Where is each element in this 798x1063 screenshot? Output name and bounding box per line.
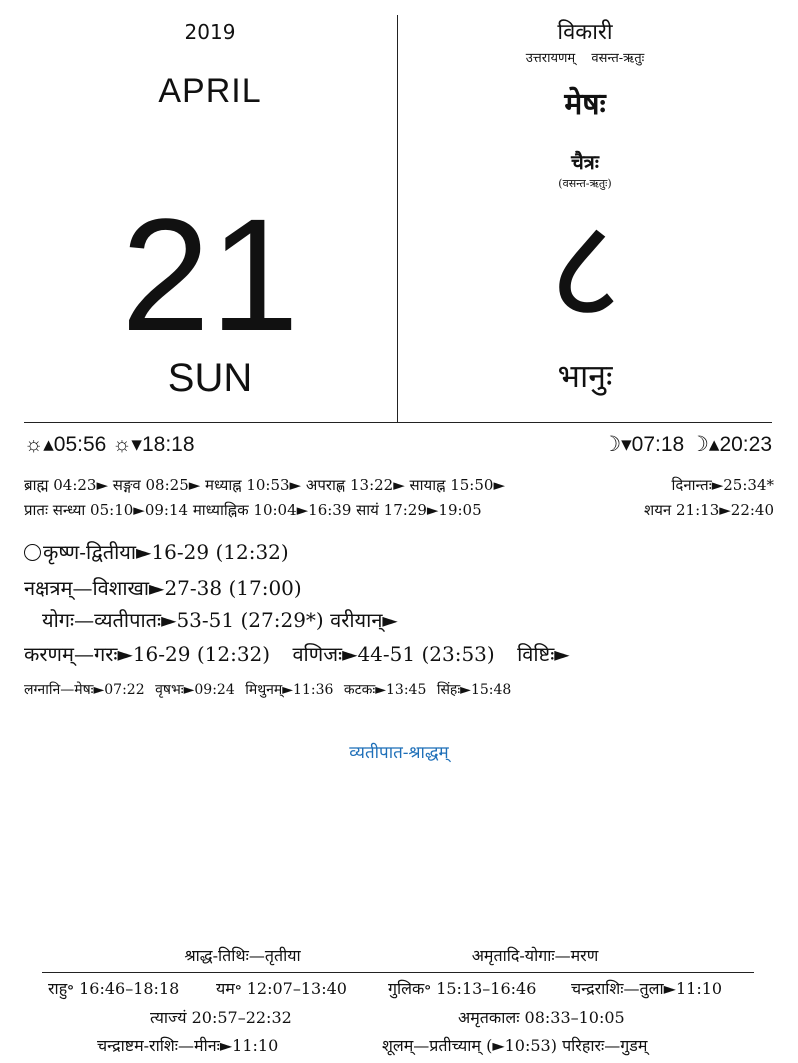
lunar-month-ritu: (वसन्त-ऋतुः) [558, 177, 612, 190]
vasara: भानुः [557, 357, 613, 395]
amrita-kala: अमृतकालः 08:33–10:05 [458, 1008, 625, 1027]
karana-1: करणम्—गरः►16-29 (12:32) [24, 642, 271, 666]
ayana-ritu-line [400, 48, 770, 66]
lagna-5: सिंहः►15:48 [436, 682, 512, 698]
year: 2019 [184, 20, 236, 44]
festival-link[interactable]: व्यतीपात-श्राद्धम् [349, 743, 449, 763]
weekday: SUN [167, 356, 253, 400]
ritu: वसन्त-ऋतुः [591, 51, 645, 66]
lagna-row [24, 680, 517, 699]
dinanta: दिनान्तः►25:34* [671, 476, 774, 494]
ayana: उत्तरायणम् [525, 51, 576, 66]
lagna-3: मिथुनम्►11:36 [245, 682, 334, 698]
amritadi-yoga: अमृतादि-योगाः—मरण [471, 946, 599, 965]
month: APRIL [158, 72, 262, 110]
tithi: कृष्ण-द्वितीया►16-29 (12:32) [43, 540, 289, 564]
lagna-2: वृषभः►09:24 [155, 682, 235, 698]
gulika-kala: गुलिक॰ 15:13–16:46 [388, 979, 537, 998]
moonset: ☽▾07:18 [602, 433, 685, 456]
nakshatra: नक्षत्रम्—विशाखा►27-38 (17:00) [24, 576, 302, 600]
sun-times [24, 432, 195, 457]
karana-3: विष्टिः► [517, 642, 570, 666]
footer-divider [42, 972, 754, 973]
lagna-1: लग्नानि—मेषः►07:22 [24, 682, 145, 698]
yamaganda: यम॰ 12:07–13:40 [216, 979, 347, 998]
indian-day-number: ८ [548, 188, 622, 351]
shraddha-tithi: श्राद्ध-तिथिः—तृतीया [184, 946, 301, 965]
moon-phase-icon [24, 544, 41, 561]
karana-2: वणिजः►44-51 (23:53) [292, 642, 495, 666]
day-number: 21 [121, 185, 299, 364]
vertical-divider [397, 15, 398, 422]
tithi-row [24, 538, 289, 565]
sandhya-times: प्रातः सन्ध्या 05:10►09:14 माध्याह्निक 10:04►16:39 सायं 17:29►19:05 [24, 501, 482, 519]
rahu-kala: राहु॰ 16:46–18:18 [48, 979, 180, 998]
shayana: शयन 21:13►22:40 [644, 501, 774, 519]
karana-row [24, 640, 586, 667]
moonrise: ☽▴20:23 [690, 433, 772, 456]
moon-times [602, 432, 772, 457]
sunset: ☼▾18:18 [112, 433, 195, 456]
solar-rashi: मेषः [564, 87, 606, 122]
lunar-month: चैत्रः [571, 150, 599, 174]
header-divider [24, 422, 772, 423]
chandra-rashi: चन्द्रराशिः—तुला►11:10 [571, 979, 723, 998]
shula-direction: शूलम्—प्रतीच्याम् (►10:53) परिहारः—गुडम् [382, 1036, 648, 1055]
kala-divisions: ब्राह्म 04:23► सङ्गव 08:25► मध्याह्न 10:53► अपराह्ण 13:22► सायाह्न 15:50► [24, 476, 505, 494]
chandrashtama: चन्द्राष्टम-राशिः—मीनः►11:10 [97, 1036, 279, 1055]
samvatsara: विकारी [557, 20, 613, 45]
tyajya-kala: त्याज्यं 20:57–22:32 [150, 1008, 292, 1027]
sunrise: ☼▴05:56 [24, 433, 107, 456]
lagna-4: कटकः►13:45 [343, 682, 427, 698]
yoga: योगः—व्यतीपातः►53-51 (27:29*) वरीयान्► [42, 608, 398, 632]
